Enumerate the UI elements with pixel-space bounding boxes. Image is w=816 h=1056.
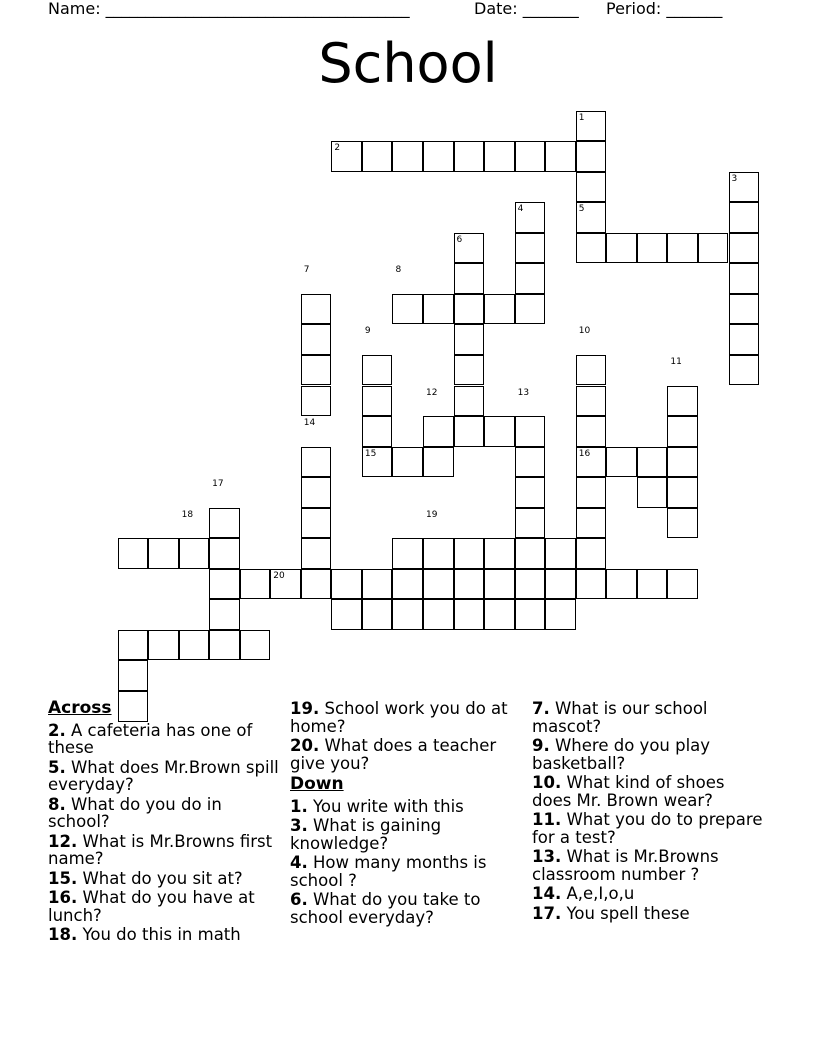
grid-cell[interactable] xyxy=(331,599,362,630)
grid-cell[interactable] xyxy=(118,538,149,569)
grid-cell[interactable] xyxy=(667,477,698,508)
clue-number-18: 18 xyxy=(181,509,194,520)
grid-cell[interactable] xyxy=(454,355,485,386)
grid-cell[interactable] xyxy=(667,386,698,417)
grid-cell[interactable] xyxy=(729,355,760,386)
clue-number: 15. xyxy=(48,868,78,888)
grid-cell[interactable] xyxy=(576,477,607,508)
grid-cell[interactable] xyxy=(576,569,607,600)
grid-cell[interactable] xyxy=(362,569,393,600)
grid-cell[interactable] xyxy=(118,660,149,691)
clue-text: How many months is school ? xyxy=(290,853,487,890)
clue-text: School work you do at home? xyxy=(290,699,508,736)
clue-text: What you do to prepare for a test? xyxy=(532,810,763,847)
grid-cell[interactable] xyxy=(423,416,454,447)
grid-cell[interactable] xyxy=(392,538,423,569)
grid-cell[interactable] xyxy=(637,569,668,600)
down-clue xyxy=(532,811,764,846)
grid-cell[interactable] xyxy=(118,630,149,661)
clue-number-17: 17 xyxy=(212,479,224,490)
clue-number: 13. xyxy=(532,847,562,866)
down-clue xyxy=(290,817,522,852)
grid-cell[interactable] xyxy=(301,386,332,417)
across-clue xyxy=(48,926,280,944)
clue-number: 10. xyxy=(532,773,562,792)
clue-number: 7. xyxy=(532,699,550,718)
across-clue xyxy=(290,737,522,772)
grid-cell[interactable] xyxy=(454,386,485,417)
clue-text: You do this in math xyxy=(77,925,241,944)
grid-cell[interactable] xyxy=(240,569,271,600)
grid-cell[interactable] xyxy=(515,599,546,630)
clue-number: 16. xyxy=(48,888,78,907)
clue-text: A cafeteria has one of these xyxy=(48,720,253,757)
clue-text: What kind of shoes does Mr. Brown wear? xyxy=(532,773,725,810)
across-clue xyxy=(48,870,280,888)
grid-cell[interactable] xyxy=(698,233,729,264)
clue-number-5: 5 xyxy=(578,204,585,215)
grid-cell[interactable] xyxy=(179,630,210,661)
across-heading: Across xyxy=(48,698,112,718)
grid-cell[interactable] xyxy=(392,447,423,478)
grid-cell[interactable] xyxy=(240,630,271,661)
grid-cell[interactable] xyxy=(392,141,423,172)
across-clue xyxy=(290,700,522,735)
grid-cell[interactable] xyxy=(209,599,240,630)
grid-cell[interactable] xyxy=(729,324,760,355)
grid-cell[interactable] xyxy=(515,263,546,294)
grid-cell[interactable] xyxy=(454,416,485,447)
clue-number-2: 2 xyxy=(334,143,341,154)
grid-cell[interactable] xyxy=(454,569,485,600)
date-field-label[interactable]: Date: _______ xyxy=(474,0,579,18)
across-clue xyxy=(48,722,280,757)
grid-cell[interactable] xyxy=(148,538,179,569)
grid-cell[interactable] xyxy=(179,538,210,569)
clue-number-6: 6 xyxy=(456,234,463,245)
grid-cell[interactable] xyxy=(515,569,546,600)
grid-cell[interactable] xyxy=(576,508,607,539)
grid-cell[interactable] xyxy=(515,477,546,508)
down-clue xyxy=(532,737,764,772)
grid-cell[interactable] xyxy=(484,599,515,630)
clue-number-1: 1 xyxy=(578,112,585,123)
grid-cell[interactable] xyxy=(515,141,546,172)
clue-number-3: 3 xyxy=(731,173,738,184)
grid-cell[interactable] xyxy=(484,294,515,325)
grid-cell[interactable] xyxy=(362,386,393,417)
down-clue xyxy=(290,891,522,926)
grid-cell[interactable] xyxy=(515,538,546,569)
clue-number: 14. xyxy=(532,884,562,903)
grid-cell[interactable] xyxy=(667,569,698,600)
grid-cell[interactable] xyxy=(301,508,332,539)
grid-cell[interactable] xyxy=(515,233,546,264)
grid-cell[interactable] xyxy=(454,263,485,294)
grid-cell[interactable] xyxy=(637,477,668,508)
across-clue xyxy=(48,889,280,924)
grid-cell[interactable] xyxy=(667,416,698,447)
grid-cell[interactable] xyxy=(729,294,760,325)
grid-cell[interactable] xyxy=(301,477,332,508)
grid-cell[interactable] xyxy=(301,569,332,600)
grid-cell[interactable] xyxy=(729,233,760,264)
clue-text: What is our school mascot? xyxy=(532,699,708,736)
grid-cell[interactable] xyxy=(484,538,515,569)
clue-text: What does Mr.Brown spill everyday? xyxy=(48,757,279,794)
clue-text: You write with this xyxy=(307,796,464,816)
grid-cell[interactable] xyxy=(423,294,454,325)
clue-number-8: 8 xyxy=(395,265,402,276)
grid-cell[interactable] xyxy=(148,630,179,661)
clue-number: 20. xyxy=(290,736,320,755)
grid-cell[interactable] xyxy=(729,263,760,294)
clue-number-7: 7 xyxy=(303,265,310,276)
page-title: School xyxy=(318,32,498,95)
grid-cell[interactable] xyxy=(545,599,576,630)
grid-cell[interactable] xyxy=(454,538,485,569)
clue-number-12: 12 xyxy=(426,387,438,398)
grid-cell[interactable] xyxy=(454,599,485,630)
clue-number-10: 10 xyxy=(578,326,591,337)
clue-text: What is Mr.Browns first name? xyxy=(48,831,273,868)
grid-cell[interactable] xyxy=(637,233,668,264)
across-clue xyxy=(48,759,280,794)
grid-cell[interactable] xyxy=(576,172,607,203)
grid-cell[interactable] xyxy=(454,141,485,172)
grid-cell[interactable] xyxy=(545,569,576,600)
clue-number: 19. xyxy=(290,699,320,718)
clue-text: What do you sit at? xyxy=(77,868,243,888)
clue-number-9: 9 xyxy=(364,326,371,337)
grid-cell[interactable] xyxy=(606,233,637,264)
grid-cell[interactable] xyxy=(209,630,240,661)
grid-cell[interactable] xyxy=(392,569,423,600)
grid-cell[interactable] xyxy=(606,447,637,478)
grid-cell[interactable] xyxy=(362,141,393,172)
clue-number: 2. xyxy=(48,720,66,740)
grid-cell[interactable] xyxy=(667,447,698,478)
clue-text: You spell these xyxy=(561,903,690,923)
grid-cell[interactable] xyxy=(576,538,607,569)
header xyxy=(48,0,776,20)
grid-cell[interactable] xyxy=(576,355,607,386)
clue-text: What do you take to school everyday? xyxy=(290,890,481,927)
grid-cell[interactable] xyxy=(606,569,637,600)
clue-text: What do you do in school? xyxy=(48,794,222,831)
grid-cell[interactable] xyxy=(484,569,515,600)
clue-number: 12. xyxy=(48,831,78,851)
clue-number-14: 14 xyxy=(303,418,316,429)
grid-cell[interactable] xyxy=(515,447,546,478)
grid-cell[interactable] xyxy=(331,569,362,600)
clue-number: 4. xyxy=(290,853,308,872)
grid-cell[interactable] xyxy=(301,294,332,325)
grid-cell[interactable] xyxy=(423,569,454,600)
grid-cell[interactable] xyxy=(484,141,515,172)
grid-cell[interactable] xyxy=(301,355,332,386)
clue-number: 11. xyxy=(532,810,562,829)
clue-column-3 xyxy=(532,700,764,924)
grid-cell[interactable] xyxy=(301,324,332,355)
down-clue xyxy=(532,848,764,883)
grid-cell[interactable] xyxy=(515,416,546,447)
grid-cell[interactable] xyxy=(454,294,485,325)
grid-cell[interactable] xyxy=(362,416,393,447)
grid-cell[interactable] xyxy=(545,538,576,569)
clue-number: 18. xyxy=(48,925,78,944)
grid-cell[interactable] xyxy=(301,538,332,569)
down-clue xyxy=(290,798,522,816)
clue-number: 8. xyxy=(48,794,66,814)
grid-cell[interactable] xyxy=(423,141,454,172)
clue-number: 5. xyxy=(48,757,66,777)
grid-cell[interactable] xyxy=(209,538,240,569)
clue-number-16: 16 xyxy=(578,448,591,459)
grid-cell[interactable] xyxy=(209,508,240,539)
grid-cell[interactable] xyxy=(637,447,668,478)
grid-cell[interactable] xyxy=(576,141,607,172)
clue-number-19: 19 xyxy=(426,509,438,520)
grid-cell[interactable] xyxy=(484,416,515,447)
name-field-label[interactable]: Name: ______________________________________ xyxy=(48,0,410,18)
clue-number: 9. xyxy=(532,736,550,755)
clue-number-11: 11 xyxy=(670,356,682,367)
grid-cell[interactable] xyxy=(423,538,454,569)
across-clue xyxy=(48,833,280,868)
grid-cell[interactable] xyxy=(545,141,576,172)
grid-cell[interactable] xyxy=(576,233,607,264)
clue-number: 1. xyxy=(290,796,308,816)
grid-cell[interactable] xyxy=(209,569,240,600)
down-clue xyxy=(532,774,764,809)
clue-number-20: 20 xyxy=(273,570,285,581)
clue-number: 6. xyxy=(290,890,308,909)
clue-text: What does a teacher give you? xyxy=(290,736,497,773)
down-clue xyxy=(290,854,522,889)
grid-cell[interactable] xyxy=(576,416,607,447)
grid-cell[interactable] xyxy=(454,324,485,355)
down-clue xyxy=(532,885,764,903)
grid-cell[interactable] xyxy=(667,233,698,264)
grid-cell[interactable] xyxy=(729,202,760,233)
clue-text: Where do you play basketball? xyxy=(532,736,711,773)
grid-cell[interactable] xyxy=(576,386,607,417)
down-heading: Down xyxy=(290,774,344,794)
clue-column-2 xyxy=(290,700,522,928)
grid-cell[interactable] xyxy=(423,447,454,478)
clue-number: 3. xyxy=(290,816,308,835)
across-clue xyxy=(48,796,280,831)
clue-column-1 xyxy=(48,700,280,946)
grid-cell[interactable] xyxy=(515,508,546,539)
down-clue xyxy=(532,905,764,923)
clue-text: What is gaining knowledge? xyxy=(290,816,442,853)
clue-text: What is Mr.Browns classroom number ? xyxy=(532,847,719,884)
clue-number-4: 4 xyxy=(517,204,524,215)
grid-cell[interactable] xyxy=(392,599,423,630)
grid-cell[interactable] xyxy=(515,294,546,325)
grid-cell[interactable] xyxy=(362,599,393,630)
clue-number-13: 13 xyxy=(517,387,530,398)
grid-cell[interactable] xyxy=(667,508,698,539)
down-clue xyxy=(532,700,764,735)
clue-text: A,e,I,o,u xyxy=(561,884,635,903)
grid-cell[interactable] xyxy=(301,447,332,478)
clue-text: What do you have at lunch? xyxy=(48,888,255,925)
grid-cell[interactable] xyxy=(423,599,454,630)
clue-number: 17. xyxy=(532,903,562,923)
clue-number-15: 15 xyxy=(364,448,377,459)
grid-cell[interactable] xyxy=(392,294,423,325)
period-field-label[interactable]: Period: _______ xyxy=(606,0,723,18)
grid-cell[interactable] xyxy=(362,355,393,386)
